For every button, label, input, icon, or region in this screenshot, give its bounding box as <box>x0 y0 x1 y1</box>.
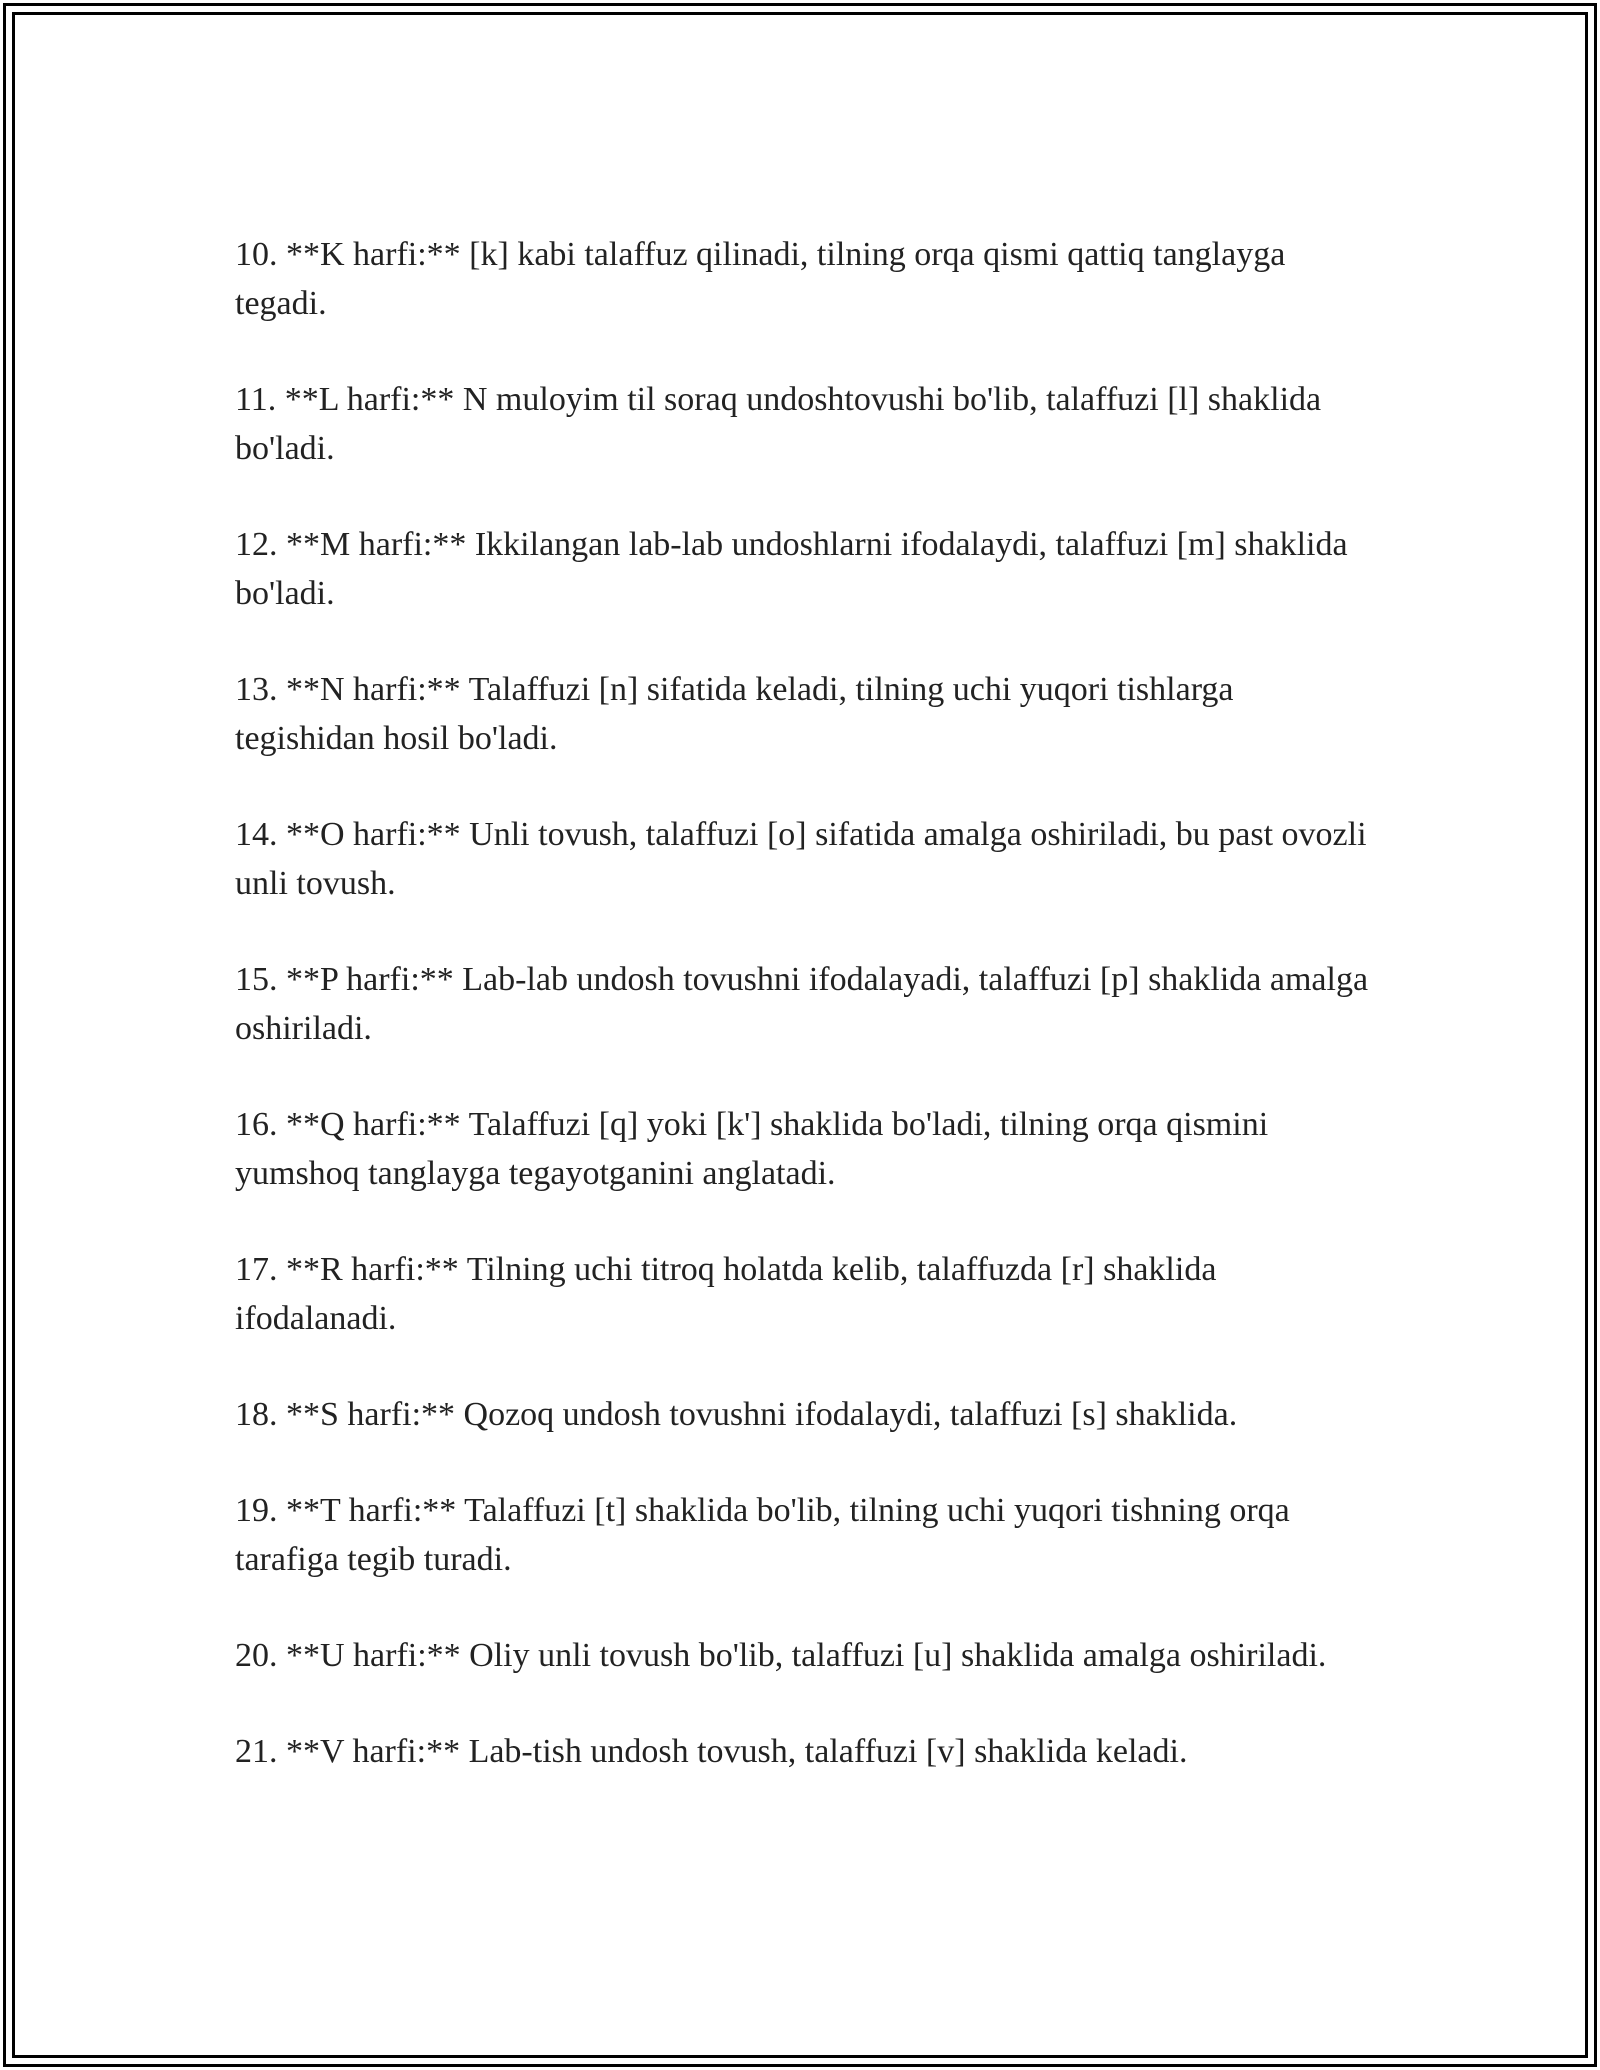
list-item-p: 15. **P harfi:** Lab-lab undosh tovushni ifodalayadi, talaffuzi [p] shaklida amalga oshiriladi. <box>235 961 1369 1047</box>
list-item-n: 13. **N harfi:** Talaffuzi [n] sifatida keladi, tilning uchi yuqori tishlarga tegishidan hosil bo'ladi. <box>235 671 1234 757</box>
document-body <box>235 230 1375 1823</box>
list-item-o: 14. **O harfi:** Unli tovush, talaffuzi [o] sifatida amalga oshiriladi, bu past ovozli unli tovush. <box>235 816 1367 902</box>
list-item-s: 18. **S harfi:** Qozoq undosh tovushni ifodalaydi, talaffuzi [s] shaklida. <box>235 1396 1238 1433</box>
list-item-u: 20. **U harfi:** Oliy unli tovush bo'lib, talaffuzi [u] shaklida amalga oshiriladi. <box>235 1637 1327 1674</box>
list-item-r: 17. **R harfi:** Tilning uchi titroq holatda kelib, talaffuzda [r] shaklida ifodalanadi. <box>235 1251 1217 1337</box>
list-item-t: 19. **T harfi:** Talaffuzi [t] shaklida bo'lib, tilning uchi yuqori tishning orqa tarafiga tegib turadi. <box>235 1492 1290 1578</box>
list-item-m: 12. **M harfi:** Ikkilangan lab-lab undoshlarni ifodalaydi, talaffuzi [m] shaklida bo'ladi. <box>235 526 1348 612</box>
list-item-k: 10. **K harfi:** [k] kabi talaffuz qilinadi, tilning orqa qismi qattiq tanglayga tegadi. <box>235 236 1286 322</box>
list-item-l: 11. **L harfi:** N muloyim til soraq undoshtovushi bo'lib, talaffuzi [l] shaklida bo'ladi. <box>235 381 1322 467</box>
list-item-v: 21. **V harfi:** Lab-tish undosh tovush, talaffuzi [v] shaklida keladi. <box>235 1733 1188 1770</box>
list-item-q: 16. **Q harfi:** Talaffuzi [q] yoki [k'] shaklida bo'ladi, tilning orqa qismini yumshoq tanglayga tegayotganini anglatadi. <box>235 1106 1269 1192</box>
